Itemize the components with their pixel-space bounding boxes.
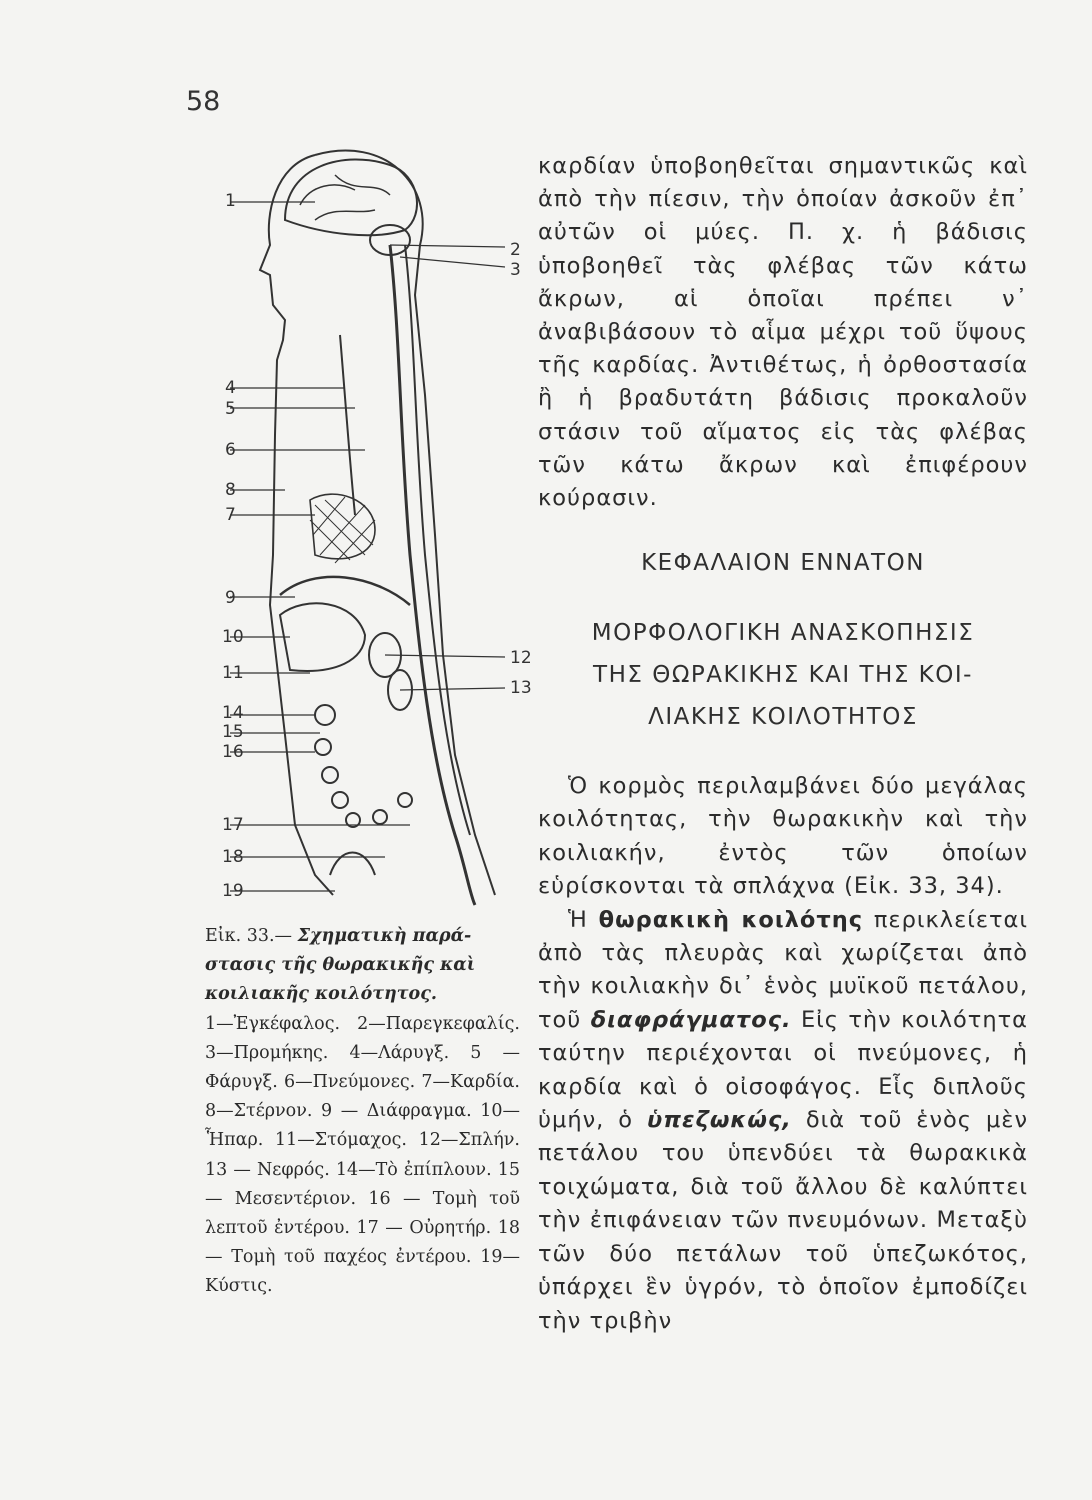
caption-title-b: στασις τῆς θωρακικῆς καὶ <box>205 955 476 976</box>
intestine-7 <box>398 793 412 807</box>
figure-label-6: 6 <box>225 440 236 460</box>
section-title-line-3: ΛΙΑΚΗΣ ΚΟΙΛΟΤΗΤΟΣ <box>648 704 918 730</box>
paragraph-1: Ὁ κορμὸς περιλαμβάνει δύο μεγάλας κοιλότητας, τὴν θωρακικὴν καὶ τὴν κοιλιακήν, ἐντὸς τῶν ὁποίων εὑρίσκονται τὰ σπλάχνα (Εἰκ. 33, 34). <box>538 773 1028 900</box>
caption-title-a: Σχηματικὴ παρά- <box>297 926 472 946</box>
figure-label-2: 2 <box>510 240 521 260</box>
chapter-heading: ΚΕΦΑΛΑΙΟΝ ΕΝΝΑΤΟΝ <box>641 550 925 576</box>
diaphragm <box>280 577 410 605</box>
section-title-line-2: ΤΗΣ ΘΩΡΑΚΙΚΗΣ ΚΑΙ ΤΗΣ ΚΟΙ- <box>593 662 973 688</box>
intestine-2 <box>315 739 331 755</box>
figure-label-3: 3 <box>510 260 521 280</box>
p2-part-e: Εἰς τὴν κοιλότητα ταύτην περιέχονται οἱ πνεύμονες, ἡ καρδία καὶ ὁ οἰσοφάγος. Εἷς διπλοῦς ὑμήν, ὁ <box>538 1006 1028 1134</box>
paragraph-2 <box>538 904 1028 1338</box>
trachea <box>340 335 355 515</box>
figure-label-18: 18 <box>222 847 244 867</box>
body-outline-back <box>315 151 495 895</box>
figure-caption <box>205 922 520 1302</box>
caption-line-1 <box>205 922 520 951</box>
caption-title-c: κοιλιακῆς κοιλότητος. <box>205 984 437 1005</box>
figure-label-15: 15 <box>222 722 244 742</box>
figure-label-9: 9 <box>225 588 236 608</box>
figure-label-10: 10 <box>222 627 244 647</box>
main-text <box>538 770 1028 1338</box>
figure-label-14: 14 <box>222 703 244 723</box>
intro-paragraph: καρδίαν ὑποβοηθεῖται σημαντικῶς καὶ ἀπὸ τὴν πίεσιν, τὴν ὁποίαν ἀσκοῦν ἐπ᾿ αὐτῶν οἱ μύες. Π. χ. ἡ βάδισις ὑποβοηθεῖ τὰς φλέβας τῶν κάτω ἄκρων, αἱ ὁποῖαι πρέπει ν᾿ ἀναβιβάσουν τὸ αἷμα μέχρι τοῦ ὕψους τῆς καρδίας. Ἀντιθέτως, ἡ ὀρθοστασία ἢ ἡ βραδυτάτη βάδισις προκαλοῦν στάσιν τοῦ αἵματος εἰς τὰς φλέβας τῶν κάτω ἄκρων καὶ ἐπιφέρουν κούρασιν. <box>538 153 1028 512</box>
figure-label-13: 13 <box>510 678 532 698</box>
figure-label-4: 4 <box>225 378 236 398</box>
p2-part-c: περικλείεται ἀπὸ τὰς πλευρὰς καὶ χωρίζεται ἀπὸ τὴν κοιλιακὴν δι᾿ ἑνὸς μυϊκοῦ πετάλου, τοῦ <box>538 906 1028 1033</box>
brain-folds <box>300 175 390 220</box>
intestine-4 <box>332 792 348 808</box>
intestine-3 <box>322 767 338 783</box>
spine-canal-inner <box>405 245 470 835</box>
p2-part-a: Ἡ <box>568 906 588 933</box>
caption-legend: 1—Ἐγκέφαλος. 2—Παρεγκεφαλίς. 3—Προμήκης. 4—Λάρυγξ. 5 — Φάρυγξ. 6—Πνεύμονες. 7—Καρδία. 8—Στέρνον. 9 — Διάφραγμα. 10—Ἧπαρ. 11—Στόμαχος. 12—Σπλήν. 13 — Νεφρός. 14—Τὸ ἐπίπλουν. 15 — Μεσεντέριον. 16 — Τομὴ τοῦ λεπτοῦ ἐντέρου. 17 — Οὐρητήρ. 18 — Τομὴ τοῦ παχέος ἐντέρου. 19— Κύστις. <box>205 1013 520 1297</box>
figure-label-8: 8 <box>225 480 236 500</box>
term-diaphragm: διαφράγματος. <box>590 1006 792 1033</box>
figure-label-12: 12 <box>510 648 532 668</box>
anatomy-figure <box>215 135 535 915</box>
figure-label-17: 17 <box>222 815 244 835</box>
figure-label-7: 7 <box>225 505 236 525</box>
figure-label-5: 5 <box>225 399 236 419</box>
caption-prefix: Εἰκ. 33.— <box>205 926 293 946</box>
bladder <box>330 853 375 876</box>
term-pleura: ὑπεζωκώς, <box>647 1107 792 1134</box>
figure-label-1: 1 <box>225 191 236 211</box>
intestine-6 <box>373 810 387 824</box>
page-number: 58 <box>186 86 221 117</box>
p2-part-g: διὰ τοῦ ἑνὸς μὲν πετάλου του ὑπενδύει τὰ θωρακικὰ τοιχώματα, διὰ τοῦ ἄλλου δὲ καλύπτει τὴν ἐπιφάνειαν τῶν πνευμόνων. Μεταξὺ τῶν δύο πετάλων τοῦ ὑπεζωκότος, ὑπάρχει ἓν ὑγρόν, τὸ ὁποῖον ἐμποδίζει τὴν τριβὴν <box>538 1107 1029 1334</box>
liver <box>280 603 365 671</box>
figure-label-19: 19 <box>222 881 244 901</box>
section-title-line-1: ΜΟΡΦΟΛΟΓΙΚΗ ΑΝΑΣΚΟΠΗΣΙΣ <box>591 620 975 646</box>
torso-diagram <box>215 135 535 915</box>
intestine-1 <box>315 705 335 725</box>
figure-label-11: 11 <box>222 663 244 683</box>
figure-label-16: 16 <box>222 742 244 762</box>
section-title <box>538 612 1028 738</box>
term-thoracic-cavity: θωρακικὴ κοιλότης <box>598 906 864 933</box>
